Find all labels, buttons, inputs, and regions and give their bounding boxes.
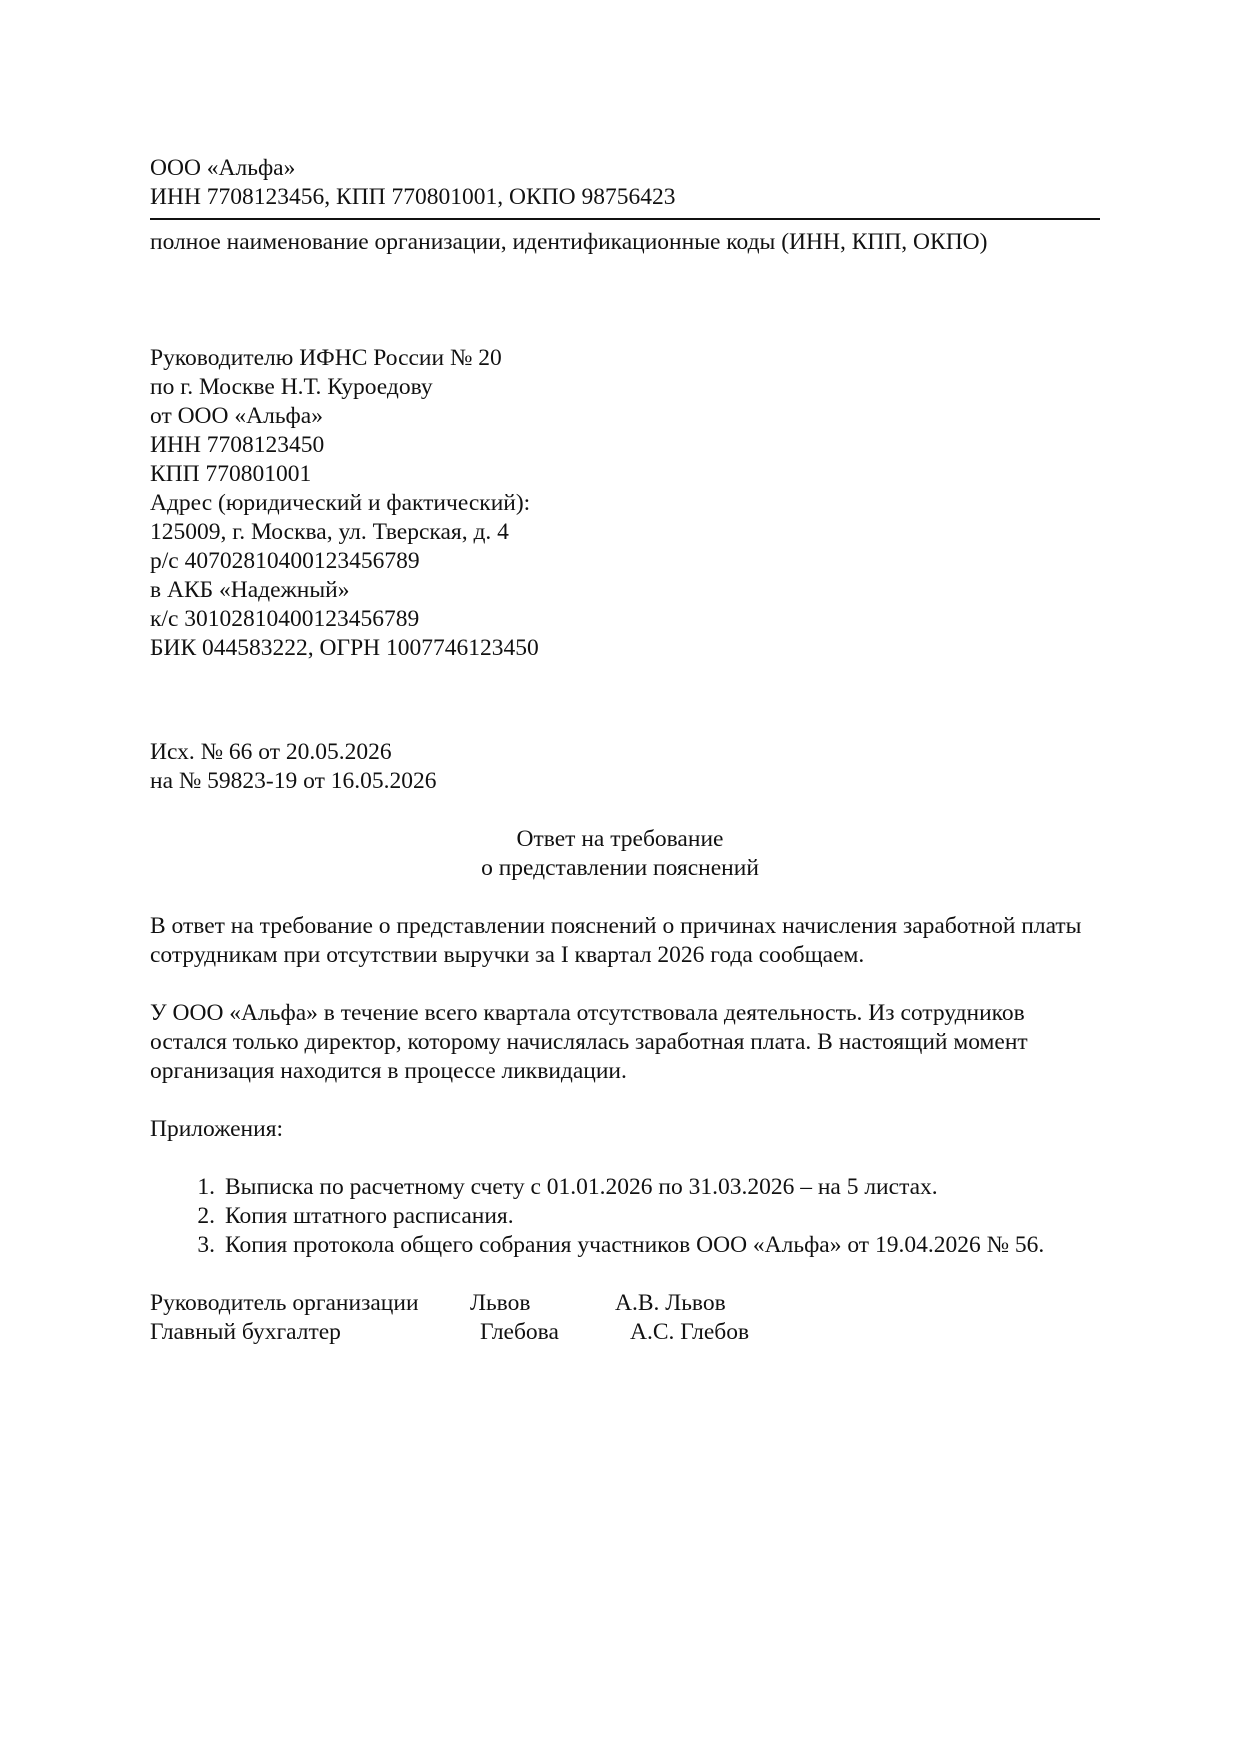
addressee-line: в АКБ «Надежный» (150, 577, 350, 603)
list-item (150, 1173, 1100, 1202)
addressee-line: КПП 770801001 (150, 461, 312, 487)
org-name: ООО «Альфа» (150, 155, 296, 181)
addressee-line: Адрес (юридический и фактический): (150, 490, 531, 516)
org-codes: ИНН 7708123456, КПП 770801001, ОКПО 98756423 (150, 184, 676, 210)
addressee-line: ИНН 7708123450 (150, 432, 325, 458)
header-divider (150, 218, 1100, 220)
signature-name: А.С. Глебов (630, 1319, 750, 1345)
attachments-list (150, 1173, 1100, 1260)
incoming-reference: на № 59823-19 от 16.05.2026 (150, 768, 437, 794)
attachments-heading: Приложения: (150, 1116, 284, 1142)
document-title: Ответ на требование (516, 826, 724, 852)
addressee-line: Руководителю ИФНС России № 20 (150, 345, 502, 371)
list-item-number: 3. (197, 1232, 215, 1258)
addressee-line: к/с 30102810400123456789 (150, 606, 420, 632)
addressee-line: по г. Москве Н.Т. Куроедову (150, 374, 433, 400)
list-item (150, 1202, 1100, 1231)
addressee-line: от ООО «Альфа» (150, 403, 323, 429)
addressee-line: 125009, г. Москва, ул. Тверская, д. 4 (150, 519, 509, 545)
list-item-text: Копия штатного расписания. (225, 1203, 514, 1229)
header-caption: полное наименование организации, идентификационные коды (ИНН, КПП, ОКПО) (150, 229, 988, 255)
outgoing-reference: Исх. № 66 от 20.05.2026 (150, 739, 392, 765)
signature-row-director (150, 1289, 1100, 1318)
body-paragraph-1: В ответ на требование о представлении пояснений о причинах начисления заработной платы сотрудникам при отсутствии выручки за I квартал 2026 года сообщаем. (150, 913, 1082, 968)
body-paragraph-2: У ООО «Альфа» в течение всего квартала отсутствовала деятельность. Из сотрудников остался только директор, которому начислялась заработная плата. В настоящий момент организация находится в процессе ликвидации. (150, 1000, 1028, 1084)
signature-role: Руководитель организации (150, 1290, 419, 1316)
signature-name: А.В. Львов (615, 1290, 726, 1316)
addressee-line: р/с 40702810400123456789 (150, 548, 420, 574)
list-item-number: 2. (197, 1203, 215, 1229)
list-item-text: Выписка по расчетному счету с 01.01.2026 по 31.03.2026 – на 5 листах. (225, 1174, 938, 1200)
addressee-line: БИК 044583222, ОГРН 1007746123450 (150, 635, 539, 661)
addressee-block (150, 344, 1100, 663)
signature-mark: Глебова (480, 1319, 559, 1345)
signature-mark: Львов (470, 1290, 531, 1316)
document (150, 154, 1100, 1347)
list-item-number: 1. (197, 1174, 215, 1200)
signature-row-accountant (150, 1318, 1100, 1347)
list-item-text: Копия протокола общего собрания участников ООО «Альфа» от 19.04.2026 № 56. (225, 1232, 1045, 1258)
signature-role: Главный бухгалтер (150, 1319, 341, 1345)
list-item (150, 1231, 1100, 1260)
document-subtitle: о представлении пояснений (481, 855, 759, 881)
